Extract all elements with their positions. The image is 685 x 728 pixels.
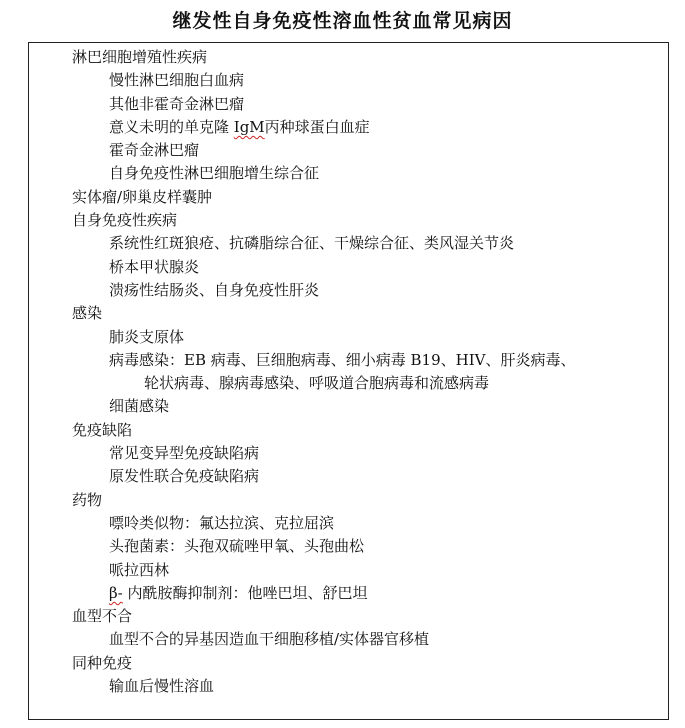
list-item-text: 意义未明的单克隆 xyxy=(109,117,234,136)
list-item: 原发性联合免疫缺陷病 xyxy=(109,467,260,486)
category-heading-abo-incompatible: 血型不合 xyxy=(72,607,133,626)
document-title: 继发性自身免疫性溶血性贫血常见病因 xyxy=(172,10,513,32)
list-item: 溃疡性结肠炎、自身免疫性肝炎 xyxy=(109,280,320,299)
category-heading-immunodeficiency: 免疫缺陷 xyxy=(72,420,133,439)
list-item: 细菌感染 xyxy=(109,397,170,416)
list-item-beta-lactamase xyxy=(72,582,662,605)
category-heading-solid-tumor: 实体瘤/卵巢皮样囊肿 xyxy=(72,187,213,206)
category-heading-autoimmune: 自身免疫性疾病 xyxy=(72,211,178,230)
list-item: 哌拉西林 xyxy=(109,560,170,579)
list-item-continuation: 轮状病毒、腺病毒感染、呼吸道合胞病毒和流感病毒 xyxy=(144,374,490,393)
list-item: 自身免疫性淋巴细胞增生综合征 xyxy=(109,164,320,183)
category-heading-infection: 感染 xyxy=(72,304,103,323)
spellcheck-marked-text: IgM xyxy=(233,117,265,136)
list-item-text: 丙种球蛋白血症 xyxy=(264,117,370,136)
list-item: 慢性淋巴细胞白血病 xyxy=(109,71,245,90)
cause-list xyxy=(72,46,662,698)
list-item: 嘌呤类似物：氟达拉滨、克拉屈滨 xyxy=(109,513,335,532)
list-item: 其他非霍奇金淋巴瘤 xyxy=(109,94,245,113)
category-heading-alloimmune: 同种免疫 xyxy=(72,653,133,672)
list-item: 病毒感染：EB 病毒、巨细胞病毒、细小病毒 B19、HIV、肝炎病毒、 xyxy=(109,350,576,369)
list-item-text: 内酰胺酶抑制剂：他唑巴坦、舒巴坦 xyxy=(122,583,368,602)
spellcheck-marked-text: β- xyxy=(109,583,123,602)
list-item: 血型不合的异基因造血干细胞移植/实体器官移植 xyxy=(109,630,430,649)
list-item: 肺炎支原体 xyxy=(109,327,185,346)
list-item-igm xyxy=(72,116,662,139)
list-item: 桥本甲状腺炎 xyxy=(109,257,200,276)
category-heading-lymphoproliferative: 淋巴细胞增殖性疾病 xyxy=(72,48,208,66)
list-item: 系统性红斑狼疮、抗磷脂综合征、干燥综合征、类风湿关节炎 xyxy=(109,234,515,253)
list-item: 输血后慢性溶血 xyxy=(109,677,215,696)
category-heading-drugs: 药物 xyxy=(72,490,103,509)
list-item: 霍奇金淋巴瘤 xyxy=(109,141,200,160)
list-item: 头孢菌素：头孢双硫唑甲氧、头孢曲松 xyxy=(109,537,365,556)
list-item: 常见变异型免疫缺陷病 xyxy=(109,444,260,463)
